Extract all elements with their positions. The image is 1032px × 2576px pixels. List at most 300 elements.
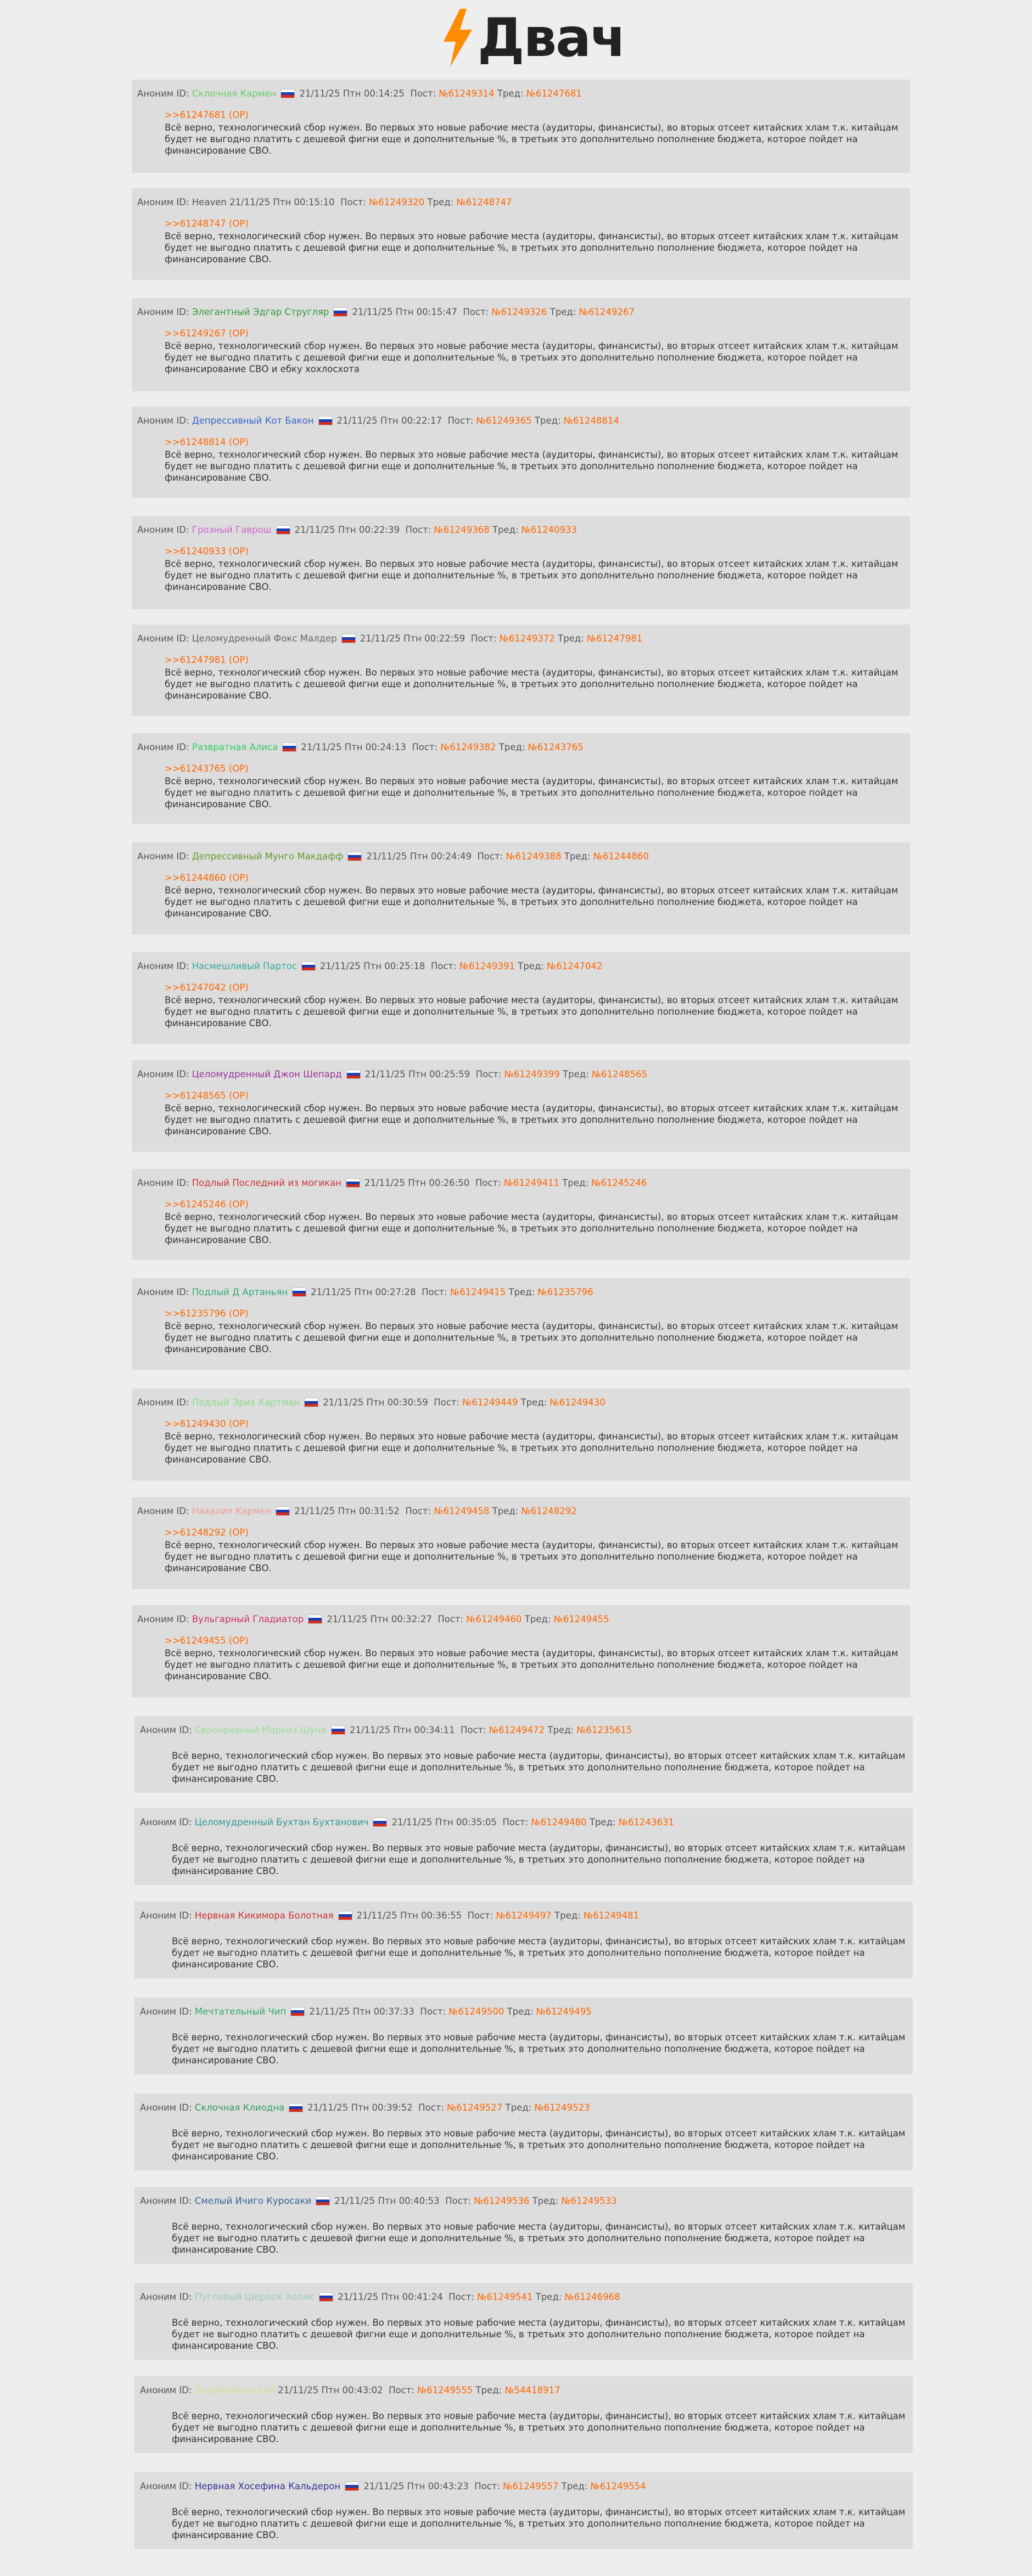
thread-number-link[interactable]: №61249481	[583, 1910, 640, 1921]
russia-flag-icon	[373, 1818, 386, 1826]
poster-name[interactable]: Нервная Хосефина Кальдерон	[194, 2481, 341, 2491]
anon-label: Аноним ID:	[140, 2481, 192, 2491]
post-label: Пост:	[340, 197, 366, 207]
post-text: Всё верно, технологический сбор нужен. Во первых это новые рабочие места (аудиторы, финансисты), во вторых отсеет китайских хлам т.к. китайцам будет не выгодно платить с дешевой фигни еще и дополнительные %, в третьих это дополнительно пополнение бюджета, которое пойдет на финансирование СВО.	[165, 776, 899, 809]
post-number-link[interactable]: №61249458	[434, 1506, 490, 1516]
poster-name[interactable]: Подлый Последний из могикан	[192, 1178, 341, 1188]
thread-number-link[interactable]: №61235615	[576, 1725, 632, 1735]
post-number-link[interactable]: №61249411	[503, 1178, 560, 1188]
post-text: Всё верно, технологический сбор нужен. Во первых это новые рабочие места (аудиторы, финансисты), во вторых отсеет китайских хлам т.к. китайцам будет не выгодно платить с дешевой фигни еще и дополнительные %, в третьих это дополнительно пополнение бюджета, которое пойдет на финансирование СВО.	[165, 995, 899, 1028]
post-number-link[interactable]: №61249472	[489, 1725, 545, 1735]
thread-number-link[interactable]: №61245246	[591, 1178, 647, 1188]
russia-flag-icon	[348, 852, 361, 860]
post-date: 21/11/25 Птн 00:15:10	[229, 197, 335, 207]
thread-label: Тред:	[524, 1614, 551, 1624]
post-header	[140, 2291, 907, 2304]
reply-link[interactable]: >>61243765 (OP)	[165, 763, 249, 774]
thread-label: Тред:	[497, 88, 524, 99]
thread-label: Тред:	[554, 1910, 581, 1921]
thread-label: Тред:	[427, 197, 454, 207]
post-label: Пост:	[447, 415, 474, 426]
post-text: Всё верно, технологический сбор нужен. Во первых это новые рабочие места (аудиторы, финансисты), во вторых отсеет китайских хлам т.к. китайцам будет не выгодно платить с дешевой фигни еще и дополнительные %, в третьих это дополнительно пополнение бюджета, которое пойдет на финансирование СВО.	[165, 559, 899, 592]
reply-link[interactable]: >>61248292 (OP)	[165, 1527, 249, 1538]
russia-flag-icon	[276, 1507, 289, 1515]
post-text: Всё верно, технологический сбор нужен. Во первых это новые рабочие места (аудиторы, финансисты), во вторых отсеет китайских хлам т.к. китайцам будет не выгодно платить с дешевой фигни еще и дополнительные %, в третьих это дополнительно пополнение бюджета, которое пойдет на финансирование СВО.	[165, 1431, 899, 1465]
russia-flag-icon	[347, 1070, 360, 1078]
post-date: 21/11/25 Птн 00:25:59	[364, 1069, 470, 1079]
thread-label: Тред:	[562, 1178, 589, 1188]
post-label: Пост:	[389, 2385, 414, 2395]
poster-name[interactable]: Элегантный Эдгар Стругляр	[192, 307, 329, 317]
poster-name[interactable]: Склочная Кармен	[192, 88, 277, 99]
thread-label: Тред:	[518, 961, 544, 971]
post-date: 21/11/25 Птн 00:24:13	[301, 742, 406, 752]
post-number-link[interactable]: №61249500	[448, 2006, 504, 2017]
poster-name[interactable]: Склочная Клиодна	[194, 2102, 285, 2113]
post-body	[137, 1409, 905, 1465]
post-date: 21/11/25 Птн 00:41:24	[338, 2292, 443, 2302]
poster-name[interactable]: Подлый Д Артаньян	[192, 1287, 288, 1297]
post-number-link[interactable]: №61249399	[504, 1069, 560, 1079]
lightning-icon	[438, 8, 476, 68]
post-header	[137, 1613, 905, 1626]
post-text: Всё верно, технологический сбор нужен. Во первых это новые рабочие места (аудиторы, финансисты), во вторых отсеет китайских хлам т.к. китайцам будет не выгодно платить с дешевой фигни еще и дополнительные %, в третьих это дополнительно пополнение бюджета, которое пойдет на финансирование СВО.	[172, 2318, 906, 2351]
post-label: Пост:	[434, 1397, 459, 1408]
thread-number-link[interactable]: №61248747	[456, 197, 512, 207]
anon-label: Аноним ID:	[140, 2196, 192, 2206]
post-text: Всё верно, технологический сбор нужен. Во первых это новые рабочие места (аудиторы, финансисты), во вторых отсеет китайских хлам т.к. китайцам будет не выгодно платить с дешевой фигни еще и дополнительные %, в третьих это дополнительно пополнение бюджета, которое пойдет на финансирование СВО.	[172, 1936, 906, 1970]
thread-number-link[interactable]: №61249554	[590, 2481, 646, 2491]
thread-number-link[interactable]: №61243765	[528, 742, 584, 752]
reply-link[interactable]: >>61247042 (OP)	[165, 982, 249, 993]
post-number-link[interactable]: №61249415	[450, 1287, 506, 1297]
anon-label: Аноним ID:	[137, 1287, 189, 1297]
post	[134, 2187, 913, 2264]
post-text: Всё верно, технологический сбор нужен. Во первых это новые рабочие места (аудиторы, финансисты), во вторых отсеет китайских хлам т.к. китайцам будет не выгодно платить с дешевой фигни еще и дополнительные %, в третьих это дополнительно пополнение бюджета, которое пойдет на финансирование СВО.	[165, 231, 899, 265]
post-header	[140, 2195, 907, 2208]
post-label: Пост:	[410, 88, 436, 99]
thread-label: Тред:	[520, 1397, 547, 1408]
post-label: Пост:	[448, 2292, 474, 2302]
thread-number-link[interactable]: №61249523	[534, 2102, 590, 2113]
anon-label: Аноним ID:	[140, 2292, 192, 2302]
post-text: Всё верно, технологический сбор нужен. Во первых это новые рабочие места (аудиторы, финансисты), во вторых отсеет китайских хлам т.к. китайцам будет не выгодно платить с дешевой фигни еще и дополнительные %, в третьих это дополнительно пополнение бюджета, которое пойдет на финансирование СВО.	[172, 1751, 906, 1784]
anon-label: Аноним ID:	[137, 1614, 189, 1624]
post-header	[137, 632, 905, 645]
post-header	[140, 1816, 907, 1829]
russia-flag-icon	[302, 962, 315, 970]
post-number-link[interactable]: №61249460	[466, 1614, 522, 1624]
post-text: Всё верно, технологический сбор нужен. Во первых это новые рабочие места (аудиторы, финансисты), во вторых отсеет китайских хлам т.к. китайцам будет не выгодно платить с дешевой фигни еще и дополнительные %, в третьих это дополнительно пополнение бюджета, которое пойдет на финансирование СВО.	[165, 667, 899, 701]
thread-label: Тред:	[561, 2481, 588, 2491]
post	[132, 1388, 910, 1481]
post-text: Всё верно, технологический сбор нужен. Во первых это новые рабочие места (аудиторы, финансисты), во вторых отсеет китайских хлам т.к. китайцам будет не выгодно платить с дешевой фигни еще и дополнительные %, в третьих это дополнительно пополнение бюджета, которое пойдет на финансирование СВО.	[165, 1321, 899, 1354]
thread-label: Тред:	[508, 1287, 535, 1297]
site-title: Двач	[478, 7, 625, 69]
post	[132, 80, 910, 173]
post-number-link[interactable]: №61249368	[434, 525, 490, 535]
post-label: Пост:	[502, 1817, 529, 1827]
post-label: Пост:	[420, 2006, 446, 2017]
post	[132, 1605, 910, 1697]
post-body	[137, 209, 905, 265]
poster-name[interactable]: Heaven	[192, 197, 227, 207]
russia-flag-icon	[289, 2103, 302, 2112]
post-text: Всё верно, технологический сбор нужен. Во первых это новые рабочие места (аудиторы, финансисты), во вторых отсеет китайских хлам т.к. китайцам будет не выгодно платить с дешевой фигни еще и дополнительные %, в третьих это дополнительно пополнение бюджета, которое пойдет на финансирование СВО.	[165, 449, 899, 483]
thread-number-link[interactable]: №61249533	[561, 2196, 617, 2206]
post-number-link[interactable]: №61249449	[462, 1397, 518, 1408]
post-date: 21/11/25 Птн 00:30:59	[323, 1397, 428, 1408]
thread-label: Тред:	[564, 851, 591, 862]
thread-number-link[interactable]: №61248814	[563, 415, 620, 426]
post-date: 21/11/25 Птн 00:39:52	[307, 2102, 413, 2113]
post-date: 21/11/25 Птн 00:37:33	[309, 2006, 414, 2017]
post	[134, 1808, 913, 1885]
post	[132, 625, 910, 716]
post	[134, 2376, 913, 2453]
post	[134, 2472, 913, 2549]
russia-flag-icon	[316, 2197, 329, 2205]
anon-label: Аноним ID:	[137, 415, 189, 426]
post-header	[137, 1286, 905, 1299]
anon-label: Аноним ID:	[140, 2385, 192, 2395]
site-header	[0, 0, 1032, 77]
thread-number-link[interactable]: №61249455	[553, 1614, 609, 1624]
thread-number-link[interactable]: №61247981	[587, 633, 643, 644]
thread-label: Тред:	[589, 1817, 616, 1827]
post-number-link[interactable]: №61249541	[477, 2292, 533, 2302]
thread-number-link[interactable]: №54418917	[504, 2385, 560, 2395]
russia-flag-icon	[293, 1288, 306, 1296]
post-header	[137, 1068, 905, 1081]
post-number-link[interactable]: №61249497	[496, 1910, 552, 1921]
post-text: Всё верно, технологический сбор нужен. Во первых это новые рабочие места (аудиторы, финансисты), во вторых отсеет китайских хлам т.к. китайцам будет не выгодно платить с дешевой фигни еще и дополнительные %, в третьих это дополнительно пополнение бюджета, которое пойдет на финансирование СВО.	[165, 885, 899, 919]
post-body	[137, 645, 905, 701]
thread-label: Тред:	[507, 2006, 534, 2017]
post-date: 21/11/25 Птн 00:26:50	[364, 1178, 470, 1188]
anon-label: Аноним ID:	[137, 307, 189, 317]
anon-label: Аноним ID:	[137, 197, 189, 207]
thread-label: Тред:	[563, 1069, 589, 1079]
thread-number-link[interactable]: №61246968	[564, 2292, 620, 2302]
post	[132, 1278, 910, 1370]
anon-label: Аноним ID:	[137, 1506, 189, 1516]
post-body	[137, 1626, 905, 1682]
post-body	[140, 1737, 907, 1785]
anon-label: Аноним ID:	[137, 1069, 189, 1079]
post-date: 21/11/25 Птн 00:22:59	[360, 633, 465, 644]
post-text: Всё верно, технологический сбор нужен. Во первых это новые рабочие места (аудиторы, финансисты), во вторых отсеет китайских хлам т.к. китайцам будет не выгодно платить с дешевой фигни еще и дополнительные %, в третьих это дополнительно пополнение бюджета, которое пойдет на финансирование СВО.	[165, 1540, 899, 1573]
russia-flag-icon	[346, 1179, 360, 1187]
thread-label: Тред:	[534, 415, 561, 426]
post-text: Всё верно, технологический сбор нужен. Во первых это новые рабочие места (аудиторы, финансисты), во вторых отсеет китайских хлам т.к. китайцам будет не выгодно платить с дешевой фигни еще и дополнительные %, в третьих это дополнительно пополнение бюджета, которое пойдет на финансирование СВО.	[172, 2221, 906, 2255]
post-label: Пост:	[470, 633, 497, 644]
reply-link[interactable]: >>61249455 (OP)	[165, 1635, 249, 1646]
russia-flag-icon	[281, 89, 294, 98]
post-body	[137, 1190, 905, 1246]
russia-flag-icon	[345, 2482, 358, 2490]
post-body	[137, 1518, 905, 1574]
anon-label: Аноним ID:	[140, 1910, 192, 1921]
post-number-link[interactable]: №61249320	[369, 197, 425, 207]
site-logo[interactable]	[438, 8, 625, 68]
post-header	[140, 2101, 907, 2114]
russia-flag-icon	[319, 417, 332, 425]
anon-label: Аноним ID:	[137, 1397, 189, 1408]
post-header	[137, 524, 905, 537]
reply-link[interactable]: >>61248565 (OP)	[165, 1090, 249, 1101]
post-number-link[interactable]: №61249388	[506, 851, 562, 862]
post-label: Пост:	[467, 1910, 493, 1921]
russia-flag-icon	[342, 634, 355, 643]
reply-link[interactable]: >>61235796 (OP)	[165, 1308, 249, 1319]
poster-name[interactable]: Нахалия Кармен	[192, 1506, 272, 1516]
thread-number-link[interactable]: №61235796	[537, 1287, 593, 1297]
post	[132, 1060, 910, 1152]
post-text: Всё верно, технологический сбор нужен. Во первых это новые рабочие места (аудиторы, финансисты), во вторых отсеет китайских хлам т.к. китайцам будет не выгодно платить с дешевой фигни еще и дополнительные %, в третьих это дополнительно пополнение бюджета, которое пойдет на финансирование СВО.	[172, 2128, 906, 2162]
thread-label: Тред:	[492, 1506, 519, 1516]
post-header	[137, 1396, 905, 1409]
post-body	[137, 1081, 905, 1137]
poster-name[interactable]: Подлый Эрих Картман	[192, 1397, 300, 1408]
anon-label: Аноним ID:	[137, 633, 189, 644]
russia-flag-icon	[339, 1911, 352, 1920]
post	[132, 1169, 910, 1260]
post-body	[137, 428, 905, 483]
post-number-link[interactable]: №61249382	[440, 742, 496, 752]
post-text: Всё верно, технологический сбор нужен. Во первых это новые рабочие места (аудиторы, финансисты), во вторых отсеет китайских хлам т.к. китайцам будет не выгодно платить с дешевой фигни еще и дополнительные %, в третьих это дополнительно пополнение бюджета, которое пойдет на финансирование СВО.	[165, 1648, 899, 1681]
post-label: Пост:	[405, 1506, 431, 1516]
thread-label: Тред:	[535, 2292, 562, 2302]
poster-name[interactable]: Грозный Гаврош	[192, 525, 272, 535]
post-body	[137, 973, 905, 1029]
thread-number-link[interactable]: №61240933	[521, 525, 577, 535]
post-label: Пост:	[445, 2196, 471, 2206]
post-label: Пост:	[463, 307, 489, 317]
post	[132, 407, 910, 498]
thread-number-link[interactable]: №61248292	[521, 1506, 577, 1516]
thread-number-link[interactable]: №61244860	[593, 851, 649, 862]
reply-link[interactable]: >>61247981 (OP)	[165, 655, 249, 665]
post-header	[137, 196, 905, 209]
russia-flag-icon	[291, 2007, 304, 2016]
poster-name[interactable]: Смелый Ичиго Куросаки	[194, 2196, 312, 2206]
post-number-link[interactable]: №61249536	[474, 2196, 530, 2206]
post-body	[137, 319, 905, 375]
poster-name[interactable]: Депрессивный Кот Бакон	[192, 415, 314, 426]
post-text: Всё верно, технологический сбор нужен. Во первых это новые рабочие места (аудиторы, финансисты), во вторых отсеет китайских хлам т.к. китайцам будет не выгодно платить с дешевой фигни еще и дополнительные %, в третьих это дополнительно пополнение бюджета, которое пойдет на финансирование СВО.	[165, 1212, 899, 1245]
russia-flag-icon	[332, 1726, 345, 1734]
post-body	[137, 100, 905, 156]
thread-number-link[interactable]: №61249430	[549, 1397, 605, 1408]
post	[132, 952, 910, 1044]
post-number-link[interactable]: №61249372	[499, 633, 555, 644]
reply-link[interactable]: >>61249430 (OP)	[165, 1419, 249, 1429]
thread-label: Тред:	[475, 2385, 502, 2395]
poster-name[interactable]: Вульгарный Гладиатор	[192, 1614, 304, 1624]
post	[134, 1902, 913, 1978]
post	[132, 1497, 910, 1589]
post-date: 21/11/25 Птн 00:34:11	[349, 1725, 455, 1735]
post-number-link[interactable]: №61249555	[417, 2385, 473, 2395]
poster-name[interactable]: Насмешливый Партос	[192, 961, 297, 971]
reply-link[interactable]: >>61240933 (OP)	[165, 546, 249, 556]
post-body	[140, 2304, 907, 2352]
post-label: Пост:	[430, 961, 457, 971]
reply-link[interactable]: >>61247681 (OP)	[165, 110, 249, 120]
post	[132, 516, 910, 609]
thread-label: Тред:	[532, 2196, 559, 2206]
thread-number-link[interactable]: №61249495	[536, 2006, 592, 2017]
thread-number-link[interactable]: №61249267	[579, 307, 635, 317]
anon-label: Аноним ID:	[137, 742, 189, 752]
thread-label: Тред:	[505, 2102, 532, 2113]
post-body	[137, 754, 905, 810]
post-header	[140, 2384, 907, 2397]
anon-label: Аноним ID:	[137, 525, 189, 535]
reply-link[interactable]: >>61248814 (OP)	[165, 437, 249, 447]
post-header	[137, 87, 905, 100]
post-date: 21/11/25 Птн 00:43:02	[278, 2385, 383, 2395]
post-body	[140, 1922, 907, 1970]
post	[132, 842, 910, 935]
reply-link[interactable]: >>61249267 (OP)	[165, 328, 249, 339]
post-date: 21/11/25 Птн 00:36:55	[356, 1910, 462, 1921]
post-text: Всё верно, технологический сбор нужен. Во первых это новые рабочие места (аудиторы, финансисты), во вторых отсеет китайских хлам т.к. китайцам будет не выгодно платить с дешевой фигни еще и дополнительные %, в третьих это дополнительно пополнение бюджета, которое пойдет на финансирование СВО.	[165, 1103, 899, 1137]
russia-flag-icon	[277, 526, 290, 534]
post-label: Пост:	[412, 742, 438, 752]
post-date: 21/11/25 Птн 00:31:52	[294, 1506, 400, 1516]
post-header	[137, 1505, 905, 1518]
post	[134, 1998, 913, 2074]
post-header	[137, 414, 905, 428]
post-label: Пост:	[461, 1725, 486, 1735]
post-number-link[interactable]: №61249365	[476, 415, 532, 426]
post-number-link[interactable]: №61249480	[531, 1817, 587, 1827]
thread-label: Тред:	[492, 525, 519, 535]
post-date: 21/11/25 Птн 00:24:49	[366, 851, 472, 862]
post-header	[137, 306, 905, 319]
post-label: Пост:	[422, 1287, 447, 1297]
post-date: 21/11/25 Птн 00:40:53	[334, 2196, 440, 2206]
anon-label: Аноним ID:	[140, 2006, 192, 2017]
post	[134, 1716, 913, 1793]
post-date: 21/11/25 Птн 00:27:28	[311, 1287, 416, 1297]
post-header	[137, 850, 905, 863]
post-text: Всё верно, технологический сбор нужен. Во первых это новые рабочие места (аудиторы, финансисты), во вторых отсеет китайских хлам т.к. китайцам будет не выгодно платить с дешевой фигни еще и дополнительные %, в третьих это дополнительно пополнение бюджета, которое пойдет на финансирование СВО.	[165, 122, 899, 156]
post	[132, 733, 910, 824]
thread-number-link[interactable]: №61243631	[618, 1817, 674, 1827]
post-number-link[interactable]: №61249326	[491, 307, 547, 317]
post-body	[137, 863, 905, 919]
post-date: 21/11/25 Птн 00:15:47	[352, 307, 457, 317]
thread-number-link[interactable]: №61247681	[526, 88, 582, 99]
post-text: Всё верно, технологический сбор нужен. Во первых это новые рабочие места (аудиторы, финансисты), во вторых отсеет китайских хлам т.к. китайцам будет не выгодно платить с дешевой фигни еще и дополнительные %, в третьих это дополнительно пополнение бюджета, которое пойдет на финансирование СВО.	[172, 2032, 906, 2066]
post-text: Всё верно, технологический сбор нужен. Во первых это новые рабочие места (аудиторы, финансисты), во вторых отсеет китайских хлам т.к. китайцам будет не выгодно платить с дешевой фигни еще и дополнительные %, в третьих это дополнительно пополнение бюджета, которое пойдет на финансирование СВО.	[172, 2507, 906, 2540]
anon-label: Аноним ID:	[137, 851, 189, 862]
post	[132, 188, 910, 280]
post-header	[140, 1909, 907, 1922]
post-label: Пост:	[405, 525, 431, 535]
post-label: Пост:	[438, 1614, 464, 1624]
post	[134, 2094, 913, 2170]
post-date: 21/11/25 Птн 00:35:05	[391, 1817, 497, 1827]
poster-name[interactable]: Задумчивый Кей	[194, 2385, 275, 2395]
post-body	[137, 1299, 905, 1355]
post-body	[140, 2493, 907, 2541]
post-header	[140, 1724, 907, 1737]
post-body	[140, 2114, 907, 2162]
post-number-link[interactable]: №61249391	[459, 961, 515, 971]
thread-number-link[interactable]: №61248565	[592, 1069, 648, 1079]
post-label: Пост:	[475, 1178, 501, 1188]
post-label: Пост:	[474, 2481, 500, 2491]
reply-link[interactable]: >>61244860 (OP)	[165, 873, 249, 883]
post-date: 21/11/25 Птн 00:22:17	[336, 415, 442, 426]
reply-link[interactable]: >>61248747 (OP)	[165, 218, 249, 229]
post-body	[140, 2208, 907, 2256]
poster-name[interactable]: Нервная Кикимора Болотная	[194, 1910, 334, 1921]
anon-label: Аноним ID:	[140, 1817, 192, 1827]
post-text: Всё верно, технологический сбор нужен. Во первых это новые рабочие места (аудиторы, финансисты), во вторых отсеет китайских хлам т.к. китайцам будет не выгодно платить с дешевой фигни еще и дополнительные %, в третьих это дополнительно пополнение бюджета, которое пойдет на финансирование СВО.	[172, 2411, 906, 2444]
russia-flag-icon	[334, 308, 347, 316]
poster-name[interactable]: Своенравный Маркиз Шуна	[194, 1725, 327, 1735]
post	[132, 298, 910, 391]
thread-label: Тред:	[549, 307, 576, 317]
post-header	[137, 1177, 905, 1190]
anon-label: Аноним ID:	[137, 88, 189, 99]
russia-flag-icon	[309, 1615, 322, 1623]
post-header	[137, 741, 905, 754]
russia-flag-icon	[305, 1398, 318, 1407]
poster-name[interactable]: Целомудренный Джон Шепард	[192, 1069, 342, 1079]
thread-number-link[interactable]: №61247042	[547, 961, 603, 971]
post-text: Всё верно, технологический сбор нужен. Во первых это новые рабочие места (аудиторы, финансисты), во вторых отсеет китайских хлам т.к. китайцам будет не выгодно платить с дешевой фигни еще и дополнительные %, в третьих это дополнительно пополнение бюджета, которое пойдет на финансирование СВО.	[172, 1843, 906, 1876]
russia-flag-icon	[319, 2293, 333, 2301]
thread-label: Тред:	[498, 742, 525, 752]
post-date: 21/11/25 Птн 00:22:39	[294, 525, 400, 535]
poster-name[interactable]: Мечтательный Чип	[194, 2006, 287, 2017]
post-body	[140, 2018, 907, 2066]
thread-label: Тред:	[547, 1725, 574, 1735]
post-header	[140, 2480, 907, 2493]
poster-name[interactable]: Целомудренный Фокс Малдер	[192, 633, 337, 644]
post-number-link[interactable]: №61249527	[447, 2102, 503, 2113]
post-date: 21/11/25 Птн 00:25:18	[319, 961, 425, 971]
thread-label: Тред:	[558, 633, 584, 644]
post-header	[137, 960, 905, 973]
post-body	[140, 2397, 907, 2445]
poster-name[interactable]: Пугливый Шерлок Холмс	[194, 2292, 315, 2302]
post-header	[140, 2005, 907, 2018]
poster-name[interactable]: Целомудренный Бухтан Бухтанович	[194, 1817, 369, 1827]
post	[134, 2283, 913, 2360]
post-number-link[interactable]: №61249557	[503, 2481, 559, 2491]
post-number-link[interactable]: №61249314	[439, 88, 495, 99]
poster-name[interactable]: Развратная Алиса	[192, 742, 278, 752]
anon-label: Аноним ID:	[140, 1725, 192, 1735]
post-body	[140, 1829, 907, 1877]
post-text: Всё верно, технологический сбор нужен. Во первых это новые рабочие места (аудиторы, финансисты), во вторых отсеет китайских хлам т.к. китайцам будет не выгодно платить с дешевой фигни еще и дополнительные %, в третьих это дополнительно пополнение бюджета, которое пойдет на финансирование СВО и ебку хохлосхота	[165, 341, 899, 374]
post-label: Пост:	[418, 2102, 444, 2113]
reply-link[interactable]: >>61245246 (OP)	[165, 1199, 249, 1210]
post-label: Пост:	[475, 1069, 502, 1079]
post-date: 21/11/25 Птн 00:32:27	[327, 1614, 432, 1624]
poster-name[interactable]: Депрессивный Мунго Макдафф	[192, 851, 344, 862]
anon-label: Аноним ID:	[137, 1178, 189, 1188]
post-date: 21/11/25 Птн 00:43:23	[363, 2481, 469, 2491]
anon-label: Аноним ID:	[137, 961, 189, 971]
